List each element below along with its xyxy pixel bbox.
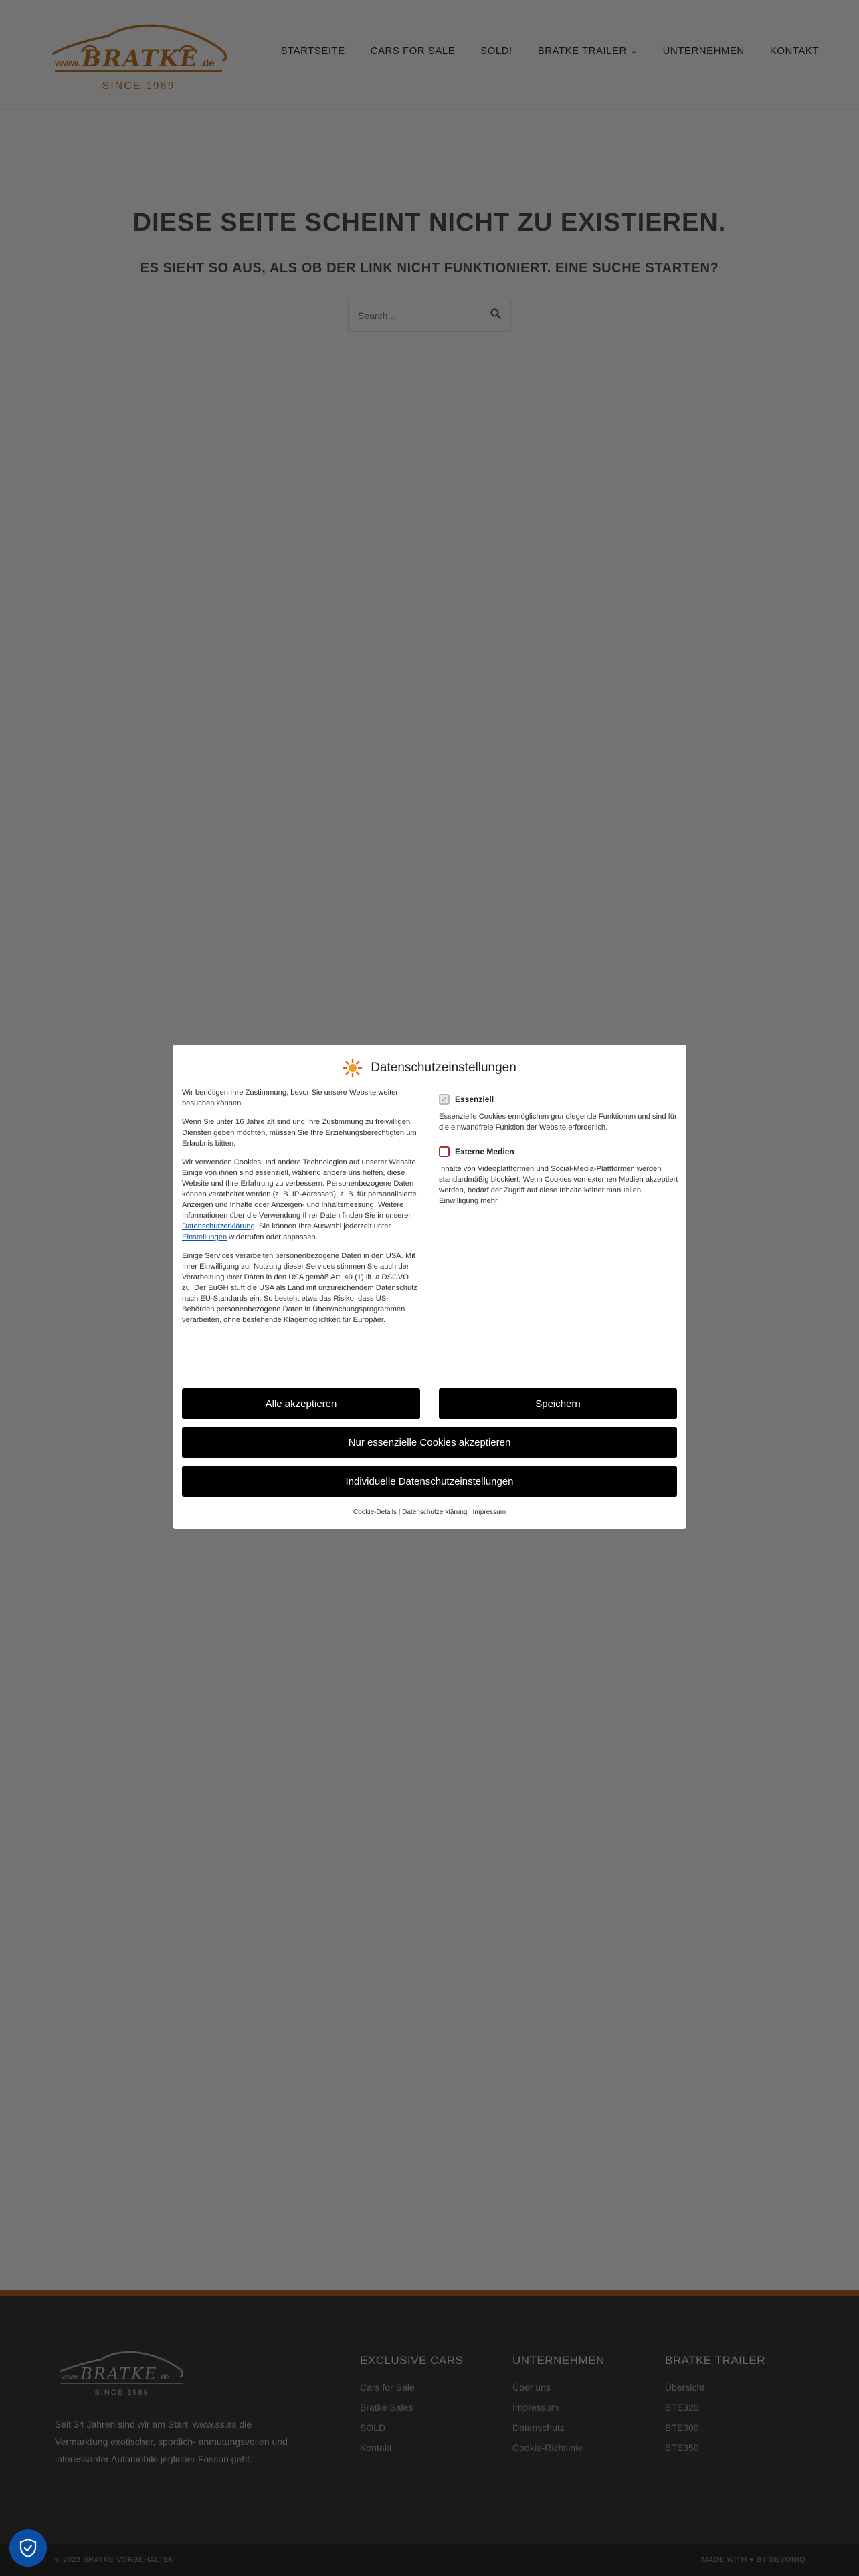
cookies-paragraph [182, 1157, 420, 1243]
consent-groups [439, 1094, 678, 1220]
cookies-text-mid: . Sie können Ihre Auswahl jederzeit unter [254, 1222, 391, 1230]
group-label: Externe Medien [455, 1147, 514, 1156]
privacy-settings-shield-button[interactable] [9, 2529, 47, 2567]
group-description: Inhalte von Videoplattformen und Social-Media-Plattformen werden standardmäßig blockiert. Wenn Cookies von externen Medien akzeptiert werden, bedarf der Zugriff auf diese Inhalte keiner manuellen Einwilligung mehr. [439, 1165, 678, 1205]
consent-group-external-media [439, 1146, 678, 1206]
group-label: Essenziell [455, 1095, 494, 1104]
cookie-details-link[interactable]: Cookie-Details [353, 1509, 397, 1516]
cookies-text: Wir verwenden Cookies und andere Technologien auf unserer Website. Einige von ihnen sind essenziell, während andere uns helfen, diese Website und Ihre Erfahrung zu verbessern. Personenbezogene Daten können verarbeitet werden (z. B. IP-Adressen), z. B. für personalisierte Anzeigen und Inhalte oder Anzeigen- und Inhaltsmessung. Weitere Informationen über die Verwendung Ihrer Daten finden Sie in unserer [182, 1158, 418, 1220]
accept-all-button[interactable]: Alle akzeptieren [182, 1388, 420, 1419]
intro-paragraph: Wir benötigen Ihre Zustimmung, bevor Sie unsere Website weiter besuchen können. [182, 1089, 399, 1107]
consent-row [439, 1094, 678, 1105]
link-separator: | [469, 1509, 471, 1516]
dialog-title: Datenschutzeinstellungen [371, 1061, 516, 1075]
privacy-policy-link[interactable]: Datenschutzerklärung [182, 1222, 255, 1230]
link-separator: | [398, 1509, 401, 1516]
essential-checkbox[interactable]: ✓ [439, 1094, 450, 1105]
intro-paragraph: Wenn Sie unter 16 Jahre alt sind und Ihre Zustimmung zu freiwilligen Diensten geben möchten, müssen Sie Ihre Erziehungsberechtigten um Erlaubnis bitten. [182, 1118, 417, 1148]
dialog-footer-links [173, 1509, 686, 1516]
privacy-settings-dialog [173, 1045, 686, 1529]
usa-paragraph: Einige Services verarbeiten personenbezogene Daten in den USA. Mit Ihrer Einwilligung zur Nutzung dieser Services stimmen Sie auch der Verarbeitung Ihrer Daten in den USA gemäß Art. 49 (1) lit. a DSGVO zu. Der EuGH stuft die USA als Land mit unzureichendem Datenschutz nach EU-Standards ein. So besteht etwa das Risiko, dass US-Behörden personenbezogene Daten in Überwachungsprogrammen verarbeiten, ohne bestehende Klagemöglichkeit für Europäer. [182, 1252, 417, 1324]
sun-logo-icon [343, 1058, 363, 1078]
settings-link[interactable]: Einstellungen [182, 1233, 227, 1241]
accept-essential-only-button[interactable]: Nur essenzielle Cookies akzeptieren [182, 1427, 677, 1458]
external-media-checkbox[interactable] [439, 1146, 450, 1157]
dialog-header [173, 1057, 686, 1079]
imprint-link[interactable]: Impressum [472, 1509, 506, 1516]
cookies-text-end: widerrufen oder anpassen. [229, 1233, 318, 1241]
consent-group-essential [439, 1094, 678, 1133]
save-button[interactable]: Speichern [439, 1388, 677, 1419]
shield-icon [17, 2537, 39, 2559]
individual-settings-button[interactable]: Individuelle Datenschutzeinstellungen [182, 1466, 677, 1497]
dialog-description [182, 1087, 420, 1333]
consent-row [439, 1146, 678, 1157]
privacy-policy-footer-link[interactable]: Datenschutzerklärung [402, 1509, 468, 1516]
group-description: Essenzielle Cookies ermöglichen grundlegende Funktionen und sind für die einwandfreie Funktion der Website erforderlich. [439, 1113, 677, 1132]
